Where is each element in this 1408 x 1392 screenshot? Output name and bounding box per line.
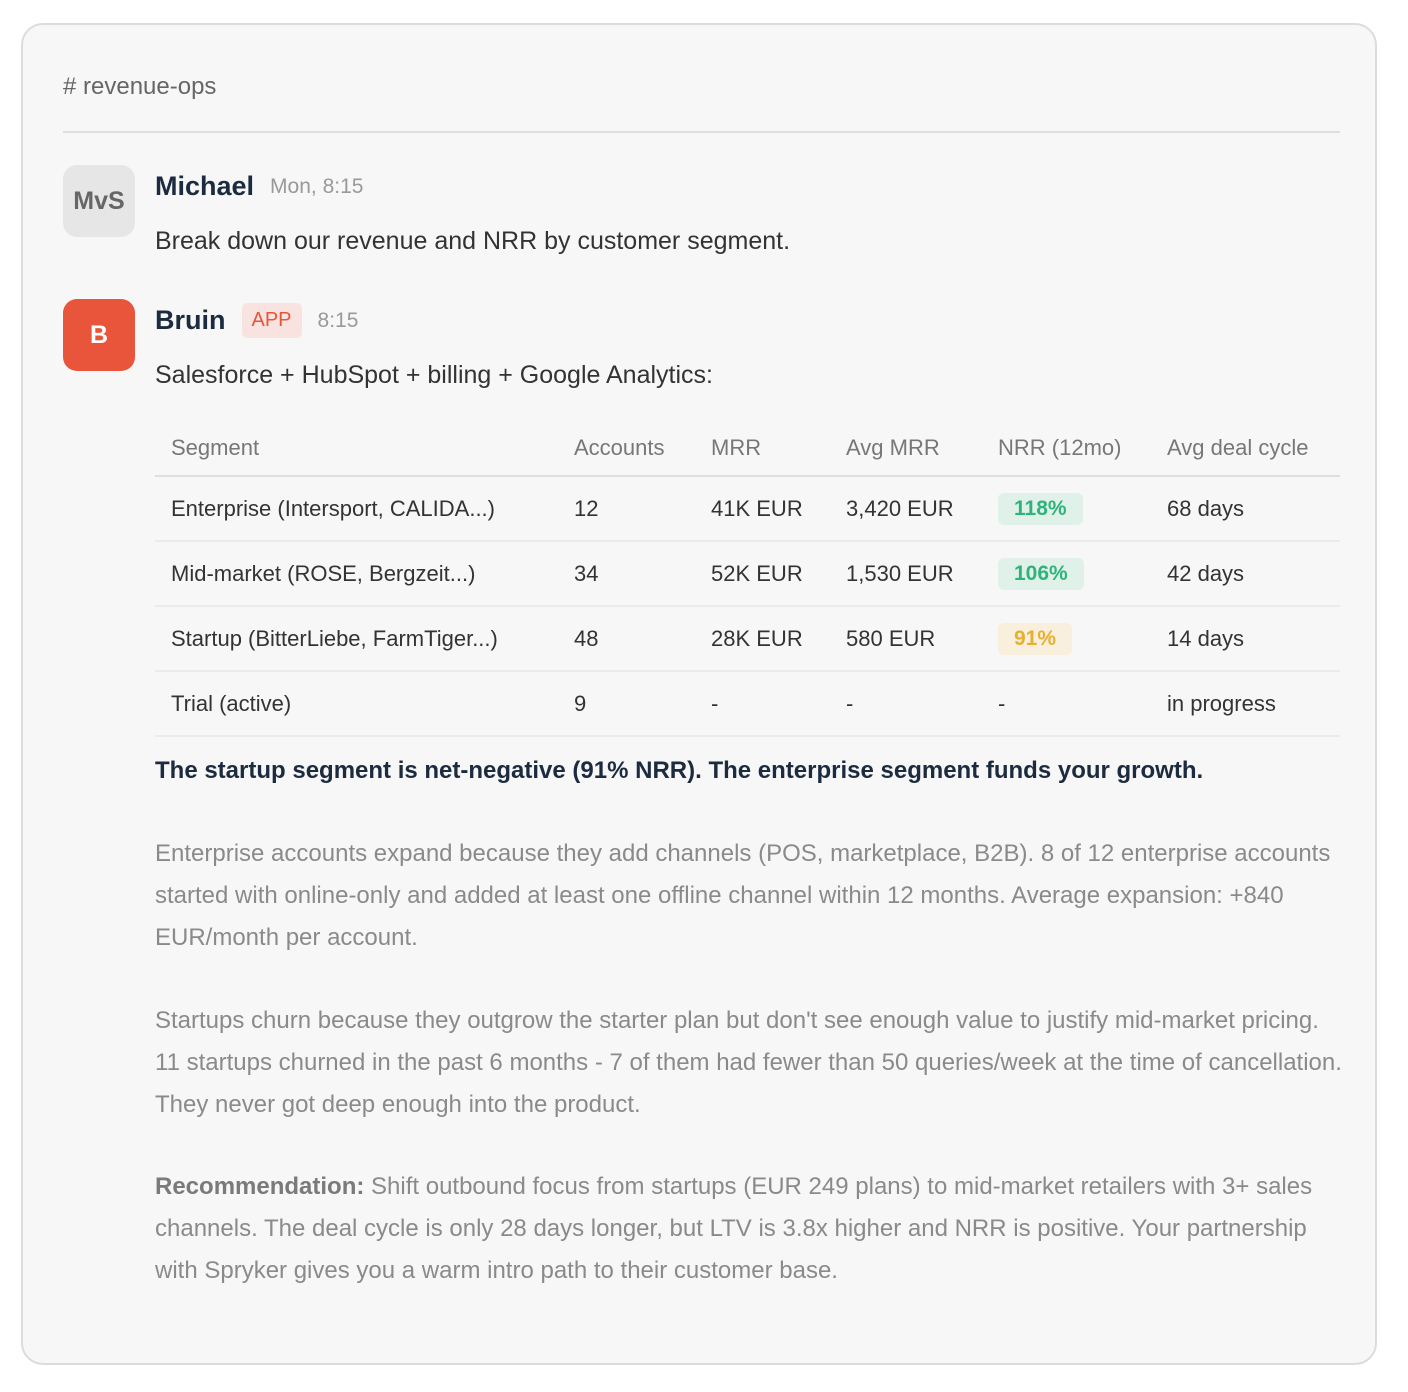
cell: Trial (active) — [155, 671, 558, 736]
nrr-badge: 106% — [998, 558, 1084, 590]
cell — [982, 541, 1151, 606]
cell: Mid-market (ROSE, Bergzeit...) — [155, 541, 558, 606]
recommendation-label: Recommendation: — [155, 1173, 365, 1200]
avatar[interactable]: MvS — [63, 165, 135, 237]
timestamp: Mon, 8:15 — [270, 174, 364, 198]
cell: 34 — [558, 541, 695, 606]
avatar[interactable]: B — [63, 299, 135, 371]
cell: Startup (BitterLiebe, FarmTiger...) — [155, 606, 558, 671]
cell — [982, 606, 1151, 671]
table-row — [155, 606, 1340, 671]
cell: 1,530 EUR — [830, 541, 982, 606]
cell: 28K EUR — [695, 606, 830, 671]
message-header — [155, 303, 358, 338]
cell: Enterprise (Intersport, CALIDA...) — [155, 476, 558, 541]
cell: 14 days — [1151, 606, 1340, 671]
column-header: NRR (12mo) — [982, 421, 1151, 476]
sender-name[interactable]: Bruin — [155, 305, 226, 335]
app-badge: APP — [242, 303, 302, 338]
message-text: Break down our revenue and NRR by customer segment. — [155, 227, 791, 255]
cell: - — [982, 671, 1151, 736]
cell: - — [695, 671, 830, 736]
column-header: Avg MRR — [830, 421, 982, 476]
table-row — [155, 671, 1340, 736]
recommendation — [155, 1166, 1345, 1292]
paragraph: Enterprise accounts expand because they add channels (POS, marketplace, B2B). 8 of 12 enterprise accounts started with online-only and added at least one offline channel within 12 months. Average expansion: +840 EUR/month per account. — [155, 840, 1331, 951]
cell: 12 — [558, 476, 695, 541]
message-text: Salesforce + HubSpot + billing + Google Analytics: — [155, 361, 713, 389]
chat-card — [21, 23, 1377, 1365]
column-header: Segment — [155, 421, 558, 476]
recommendation-text: Shift outbound focus from startups (EUR 249 plans) to mid-market retailers with 3+ sales channels. The deal cycle is only 28 days longer, but LTV is 3.8x higher and NRR is positive. Your partnership with Spryker gives you a warm intro path to their customer base. — [155, 1173, 1313, 1284]
cell: 48 — [558, 606, 695, 671]
table-row — [155, 476, 1340, 541]
cell: 41K EUR — [695, 476, 830, 541]
message-header — [155, 171, 363, 202]
segment-table — [155, 421, 1340, 737]
paragraph: Startups churn because they outgrow the starter plan but don't see enough value to justify mid-market pricing. 11 startups churned in the past 6 months - 7 of them had fewer than 50 queries/week at the time of cancellation. They never got deep enough into the product. — [155, 1007, 1342, 1118]
cell: 3,420 EUR — [830, 476, 982, 541]
cell: 68 days — [1151, 476, 1340, 541]
cell: - — [830, 671, 982, 736]
table-row — [155, 541, 1340, 606]
divider — [63, 131, 1340, 133]
column-header: Accounts — [558, 421, 695, 476]
sender-name[interactable]: Michael — [155, 171, 255, 201]
channel-name[interactable]: # revenue-ops — [63, 73, 217, 100]
cell: 580 EUR — [830, 606, 982, 671]
cell: 52K EUR — [695, 541, 830, 606]
nrr-badge: 118% — [998, 493, 1083, 525]
cell: 42 days — [1151, 541, 1340, 606]
timestamp: 8:15 — [317, 308, 359, 332]
cell: in progress — [1151, 671, 1340, 736]
column-header: MRR — [695, 421, 830, 476]
summary-text: The startup segment is net-negative (91% NRR). The enterprise segment funds your growth. — [155, 757, 1204, 784]
cell: 9 — [558, 671, 695, 736]
cell — [982, 476, 1151, 541]
column-header: Avg deal cycle — [1151, 421, 1340, 476]
nrr-badge: 91% — [998, 623, 1072, 655]
table-header-row — [155, 421, 1340, 476]
